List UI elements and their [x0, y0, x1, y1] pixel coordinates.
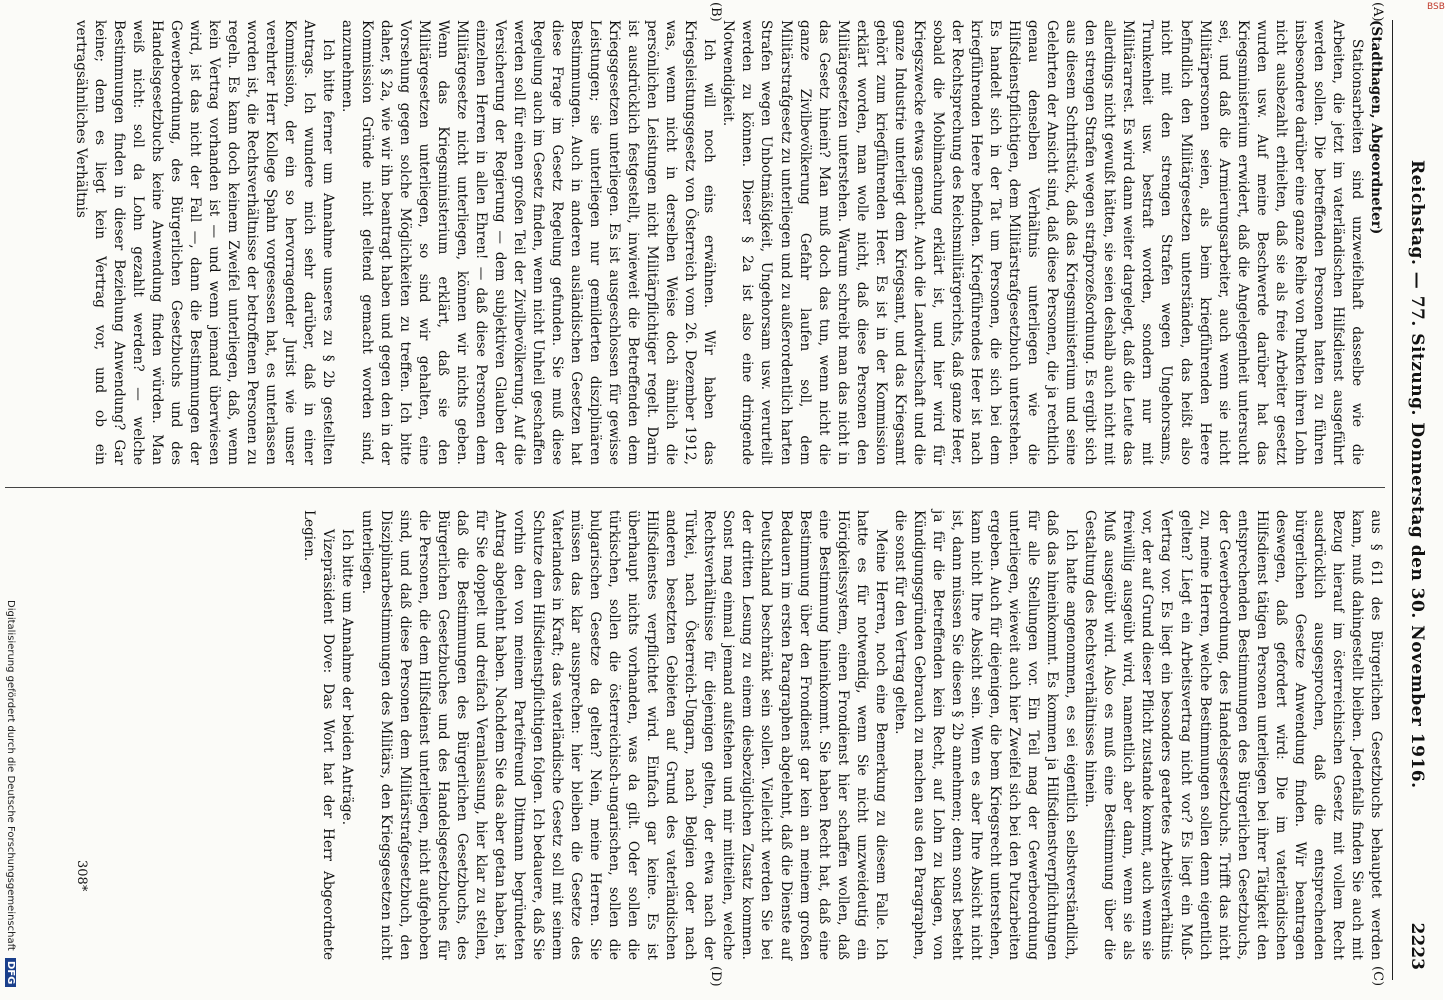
margin-mark-a: (A) — [1370, 2, 1385, 22]
right-column — [299, 510, 1385, 960]
page-number: 2223 — [1407, 922, 1427, 970]
dfg-logo: DFG — [5, 958, 16, 987]
page-title: Reichstag. — 77. Sitzung. Donnerstag den 30. November 1916. — [1407, 160, 1427, 789]
paragraph: aus § 611 des Bürgerlichen Gesetzbuchs behauptet werden kann, muß dahingestellt bleiben. Jedenfalls finden Sie auch mit Bezug hierauf im österreichischen Gesetz mit vollem Recht ausdrücklich ausgesprochen, daß die entsprechenden bürgerlichen Gesetze Anwendung finden. Wir beantragen deswegen, daß gefordert wird: Die im vaterländischen Hilfsdienst tätigen Personen unterliegen bei ihrer Tätigkeit den entsprechenden Bestimmungen des Bürgerlichen Gesetzbuchs, der Gewerbeordnung, des Handelsgesetzbuchs. Trifft das nicht zu, meine Herren, welche Bestimmungen sollen denn eigentlich gelten? Liegt ein Arbeitsvertrag nicht vor? Es liegt ein Muß-Vertrag vor. Es liegt ein besonders geartetes Arbeitsverhältnis vor, der auf Grund dieser Pflicht zustande kommt, auch wenn sie freiwillig ausgeübt wird, namentlich aber dann, wenn sie als Muß ausgeübt wird. Also es muß eine Bestimmung über die Gestaltung des Rechtsverhältnisses hinein. — [1082, 510, 1384, 960]
paragraph: Stationsarbeiten sind unzweifelhaft dasselbe wie die Arbeiten, die jetzt im vaterländischen Hilfsdienst ausgeführt werden sollen. Die betreffenden Personen hatten zu führen insbesondere darüber eine ganze Reihe von Punkten ihren Lohn nicht ausbezahlt erhielten, daß sie als freie Arbeiter gesetzt wurden usw. Auf meine Beschwerde darüber hat das Kriegsministerium erwidert, daß die Angelegenheit untersucht sei, und daß die Armierungsarbeiter, auch wenn sie nicht Militärpersonen seien, als beim kriegführenden Heere befindlich den Militärgesetzen unterständen, das heißt also nicht mit den strengen Strafen wegen Ungehorsams, Trunkenheit usw. bestraft worden, sondern nur mit Militärarrest. Es wird dann weiter dargelegt, daß die Leute das allerdings nicht gewußt hätten, sie seien deshalb auch nicht mit den strengen Strafen wegen strafprozeßordnung. Es ergibt sich aus diesem Schriftstück, daß das Kriegsministerium und seine Gelehrten der Ansicht sind, daß diese Personen, die ja rechtlich genau denselben Verhältnis unterliegen wie die Hilfsdienstpflichtigen, dem Militärstrafgesetzbuch unterstehen. Es handelt sich in der Tat um Personen, die sich bei dem kriegführenden Heere befinden. Kriegführendes Heer ist nach der Rechtsprechung des Reichsmilitärgerichts, daß ganze Heer, sobald die Mobilmachung erklärt ist, und hier wird für Kriegszwecke etwas gemacht. Auch die Landwirtschaft und die ganze Industrie unterliegt dem Kriegsamt, und das Kriegsamt gehört zum kriegführenden Heer. Es ist in der Kommission erklärt worden, man wolle nicht, daß diese Personen den Militärgesetzen unterstehen. Warum schreibt man das nicht in das Gesetz hinein? Man muß doch das tun, wenn nicht die ganze Zivilbevölkerung Gefahr laufen soll, dem Militärstrafgesetz zu unterliegen und zu außerordentlich harten Strafen wegen Unbotmäßigkeit, Ungehorsam usw. verurteilt werden zu können. Dieser § 2a ist also eine dringende Notwendigkeit. — [720, 20, 1365, 465]
column-divider — [5, 487, 1385, 488]
paragraph: Ich will noch eins erwähnen. Wir haben das Kriegsleistungsgesetz von Österreich vom 26. Dezember 1912, was, wenn nicht in derselben Weise doch ähnlich die persönlichen Leistungen nicht Militärpflichtiger regelt. Darin ist ausdrücklich festgestellt, inwieweit die Betreffenden dem Kriegsgesetzen unterliegen. Es ist ausgeschlossen für gewisse Leistungen; sie unterliegen nur gemilderten disziplinären Bestimmungen. Auch in anderen ausländischen Gesetzen hat diese Frage im Gesetz Regelung gefunden. Sie muß diese Regelung auch im Gesetz finden, wenn nicht Unheil geschaffen werden soll für einen großen Teil der Zivilbevölkerung. Auf die Versicherung der Regierung — dem subjektiven Glauben der einzelnen Herren in allen Ehren! — daß diese Personen dem Militärgesetze nicht unterliegen, können wir nichts geben. Wenn das Kriegsministerium erklärt, daß sie den Militärgesetzen unterliegen, so sind wir gehalten, eine Vorsehung gegen solche Möglichkeiten zu treffen. Ich bitte daher, § 2a, wie wir ihn beantragt haben und gegen den in der Kommission Gründe nicht geltend gemacht worden sind, anzunehmen. — [339, 20, 718, 465]
library-stamp: BSB — [1427, 2, 1445, 12]
paragraph: Ich bitte ferner um Annahme unseres zu § 2b gestellten Antrags. Ich wundere mich sehr darüber, daß in einer Kommission, der ein so hervorragender Jurist wie unser verehrter Herr Kollege Spahn vorgesessen hat, es unterlassen worden ist, die Rechtsverhältnisse der betroffenen Personen zu regeln. Es kann doch keinem Zweifel unterliegen, daß, wenn kein Vertrag vorhanden ist — und wenn jemand überwiesen wird, ist das nicht der Fall —, dann die Bestimmungen der Gewerbeordnung, des Bürgerlichen Gesetzbuchs und des Handelsgesetzbuchs keine Anwendung finden würden. Man weiß nicht: soll da Lohn gezahlt werden? — welche Bestimmungen finden in dieser Beziehung Anwendung? Gar keine; denn es liegt kein Vertrag vor, und ob ein vertragsähnliches Verhältnis — [72, 20, 337, 465]
paragraph: Ich hatte angenommen, es sei eigentlich selbstverständlich, daß das hineinkommt. Es kommen ja Hilfsdienstverpflichtungen für alle Stellungen vor. Ein Teil mag der Gewerbeordnung unterliegen, wieweit auch hier Zweifel sich bei den Putzarbeiten ergeben. Auch für diejenigen, die bem Kriegsrecht unterstehen, kann nicht Ihre Absicht sein. Wenn es aber Ihre Absicht nicht ist, dann müssen Sie diesen § 2b annehmen; denn sonst besteht ja für die Betreffenden kein Recht, auf Lohn zu klagen, von Kündigungsgründen Gebrauch zu machen aus den Paragraphen, die sonst für den Vertrag gelten. — [891, 510, 1080, 960]
paragraph: Meine Herren, noch eine Bemerkung zu diesem Falle. Ich hatte es für notwendig, wenn Sie nicht unzweideutig ein Hörigkeitssystem, einen Frondienst hier schaffen wollen, daß eine Bestimmung hineinkommt. Sie haben Recht hat, daß eine Bestimmung über den Frondienst gar kein an meinem großen Bedauern im ersten Paragraphen abgelehnt, daß die Dienste auf Deutschland beschränkt sein sollen. Vielleicht werden Sie bei der dritten Lesung zu einem diesbezüglichen Zusatz kommen. Sonst mag einmal jemand aufstehen und mir mitteilen, welche Rechtsverhältnisse für diejenigen gelten, der etwa nach der Türkei, nach Österreich-Ungarn, nach Belgien oder nach anderen besetzten Gebieten auf Grund des vaterländischen Hilfsdienstes verpflichtet wird. Einfach gar keine. Es ist überhaupt nichts vorhanden, was da gilt. Oder sollen die türkischen, sollen die österreichisch-ungarischen, sollen die bulgarischen Gesetze da gelten? Nein, meine Herren. Sie müssen das klar aussprechen: hier bleiben die Gesetze des Vaterlandes in Kraft; das vaterländische Gesetz soll mit seinem Schutze dem Hilfsdienstpflichtigen folgen. Ich bedauere, daß Sie vorhin den von meinem Parteifreund Dittmann begründeten Antrag abgelehnt haben. Nachdem Sie das aber getan haben, ist für Sie doppelt und dreifach Veranlassung, hier klar zu stellen, daß die Bestimmungen des Bürgerlichen Gesetzbuchs, des Bürgerlichen Gesetzbuches und des Handelsgesetzbuches für die Personen, die dem Hilfsdienst unterliegen, nicht aufgehoben sind, und daß diese Personen dem Militärstrafgesetzbuch, den Disziplinarbestimmungen des Militärs, den Kriegsgesetzen nicht unterliegen. — [358, 510, 889, 960]
left-column — [71, 20, 1385, 465]
funding-note — [5, 600, 16, 987]
page-header — [1392, 20, 1433, 980]
margin-mark-b: (B) — [708, 2, 723, 22]
speaker-attribution: (Stadthagen, Abgeordneter) — [1368, 20, 1384, 235]
footer-code: 308* — [74, 860, 89, 892]
paragraph: Ich bitte um Annahme der beiden Anträge. — [339, 529, 356, 826]
paragraph: Vizepräsident Dove: Das Wort hat der Herr Abgeordnete Legien. — [301, 510, 337, 960]
funding-note-text: Digitalisierung gefördert durch die Deutsche Forschungsgemeinschaft — [5, 600, 16, 951]
margin-mark-c: (C) — [1370, 966, 1385, 987]
margin-mark-d: (D) — [708, 966, 723, 987]
funding-strip — [2, 600, 16, 998]
